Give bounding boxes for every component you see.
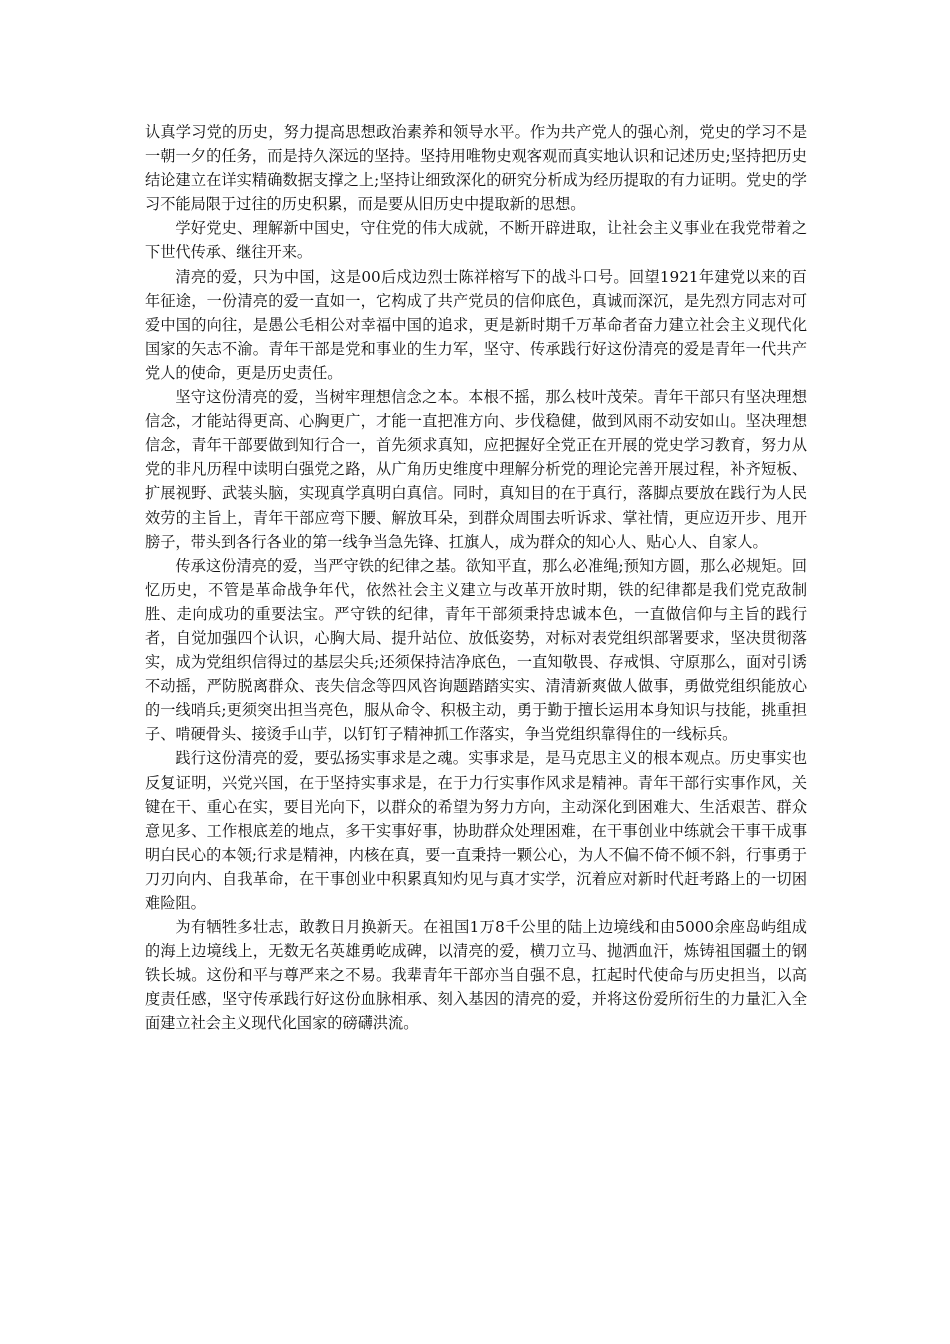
paragraph-continuation: 认真学习党的历史，努力提高思想政治素养和领导水平。作为共产党人的强心剂，党史的学习不是一朝一夕的任务，而是持久深远的坚持。坚持用唯物史观客观而真实地认识和记述历史;坚持把历史结论建立在详实精确数据支撑之上;坚持让细致深化的研究分析成为经历提取的有力证明。党史的学习不能局限于过往的历史积累，而是要从旧历史中提取新的思想。 <box>145 123 807 214</box>
paragraph: 学好党史、理解新中国史，守住党的伟大成就，不断开辟进取，让社会主义事业在我党带着之下世代传承、继往开来。 <box>145 219 807 262</box>
paragraph: 传承这份清亮的爱，当严守铁的纪律之基。欲知平直，那么必准绳;预知方圆，那么必规矩。回忆历史，不管是革命战争年代，依然社会主义建立与改革开放时期，铁的纪律都是我们党克敌制胜、走向成功的重要法宝。严守铁的纪律，青年干部须秉持忠诚本色，一直做信仰与主旨的践行者，自觉加强四个认识，心胸大局、提升站位、放低姿势，对标对表党组织部署要求，坚决贯彻落实，成为党组织信得过的基层尖兵;还须保持洁净底色，一直知敬畏、存戒惧、守原那么，面对引诱不动摇，严防脱离群众、丧失信念等四风咨询题踏踏实实、清清新爽做人做事，勇做党组织能放心的一线哨兵;更须突出担当亮色，服从命令、积极主动，勇于勤于擅长运用本身知识与技能，挑重担子、啃硬骨头、接烫手山芋，以钉钉子精神抓工作落实，争当党组织靠得住的一线标兵。 <box>145 556 807 744</box>
paragraph: 清亮的爱，只为中国，这是00后戍边烈士陈祥榕写下的战斗口号。回望1921年建党以来的百年征途，一份清亮的爱一直如一，它构成了共产党员的信仰底色，真诚而深沉，是先烈方同志对可爱中国的向往，是愚公毛相公对幸福中国的追求，更是新时期千万革命者奋力建立社会主义现代化国家的矢志不渝。青年干部是党和事业的生力军，坚守、传承践行好这份清亮的爱是青年一代共产党人的使命，更是历史责任。 <box>145 267 807 382</box>
paragraph: 为有牺牲多壮志，敢教日月换新天。在祖国1万8千公里的陆上边境线和由5000余座岛屿组成的海上边境线上，无数无名英雄勇屹成碑，以清亮的爱，横刀立马、抛洒血汗，炼铸祖国疆土的钢铁长城。这份和平与尊严来之不易。我辈青年干部亦当自强不息，扛起时代使命与历史担当，以高度责任感，坚守传承践行好这份血脉相承、刻入基因的清亮的爱，并将这份爱所衍生的力量汇入全面建立社会主义现代化国家的磅礴洪流。 <box>145 918 807 1033</box>
paragraph: 践行这份清亮的爱，要弘扬实事求是之魂。实事求是，是马克思主义的根本观点。历史事实也反复证明，兴党兴国，在于坚持实事求是，在于力行实事作风求是精神。青年干部行实事作风，关键在干、重心在实，要目光向下，以群众的希望为努力方向，主动深化到困难大、生活艰苦、群众意见多、工作根底差的地点，多干实事好事，协助群众处理困难，在干事创业中练就会干事干成事明白民心的本领;行求是精神，内核在真，要一直秉持一颗公心，为人不偏不倚不倾不斜，行事勇于刀刃向内、自我革命，在干事创业中积累真知灼见与真才实学，沉着应对新时代赶考路上的一切困难险阻。 <box>145 749 807 912</box>
document-body <box>145 120 807 1036</box>
paragraph: 坚守这份清亮的爱，当树牢理想信念之本。本根不摇，那么枝叶茂荣。青年干部只有坚决理想信念，才能站得更高、心胸更广，才能一直把准方向、步伐稳健，做到风雨不动安如山。坚决理想信念，青年干部要做到知行合一，首先须求真知，应把握好全党正在开展的党史学习教育，努力从党的非凡历程中读明白强党之路，从广角历史维度中理解分析党的理论完善开展过程，补齐短板、扩展视野、武装头脑，实现真学真明白真信。同时，真知目的在于真行，落脚点要放在践行为人民效劳的主旨上，青年干部应弯下腰、解放耳朵，到群众周围去听诉求、掌社情，更应迈开步、甩开膀子，带头到各行各业的第一线争当急先锋、扛旗人，成为群众的知心人、贴心人、自家人。 <box>145 388 807 551</box>
